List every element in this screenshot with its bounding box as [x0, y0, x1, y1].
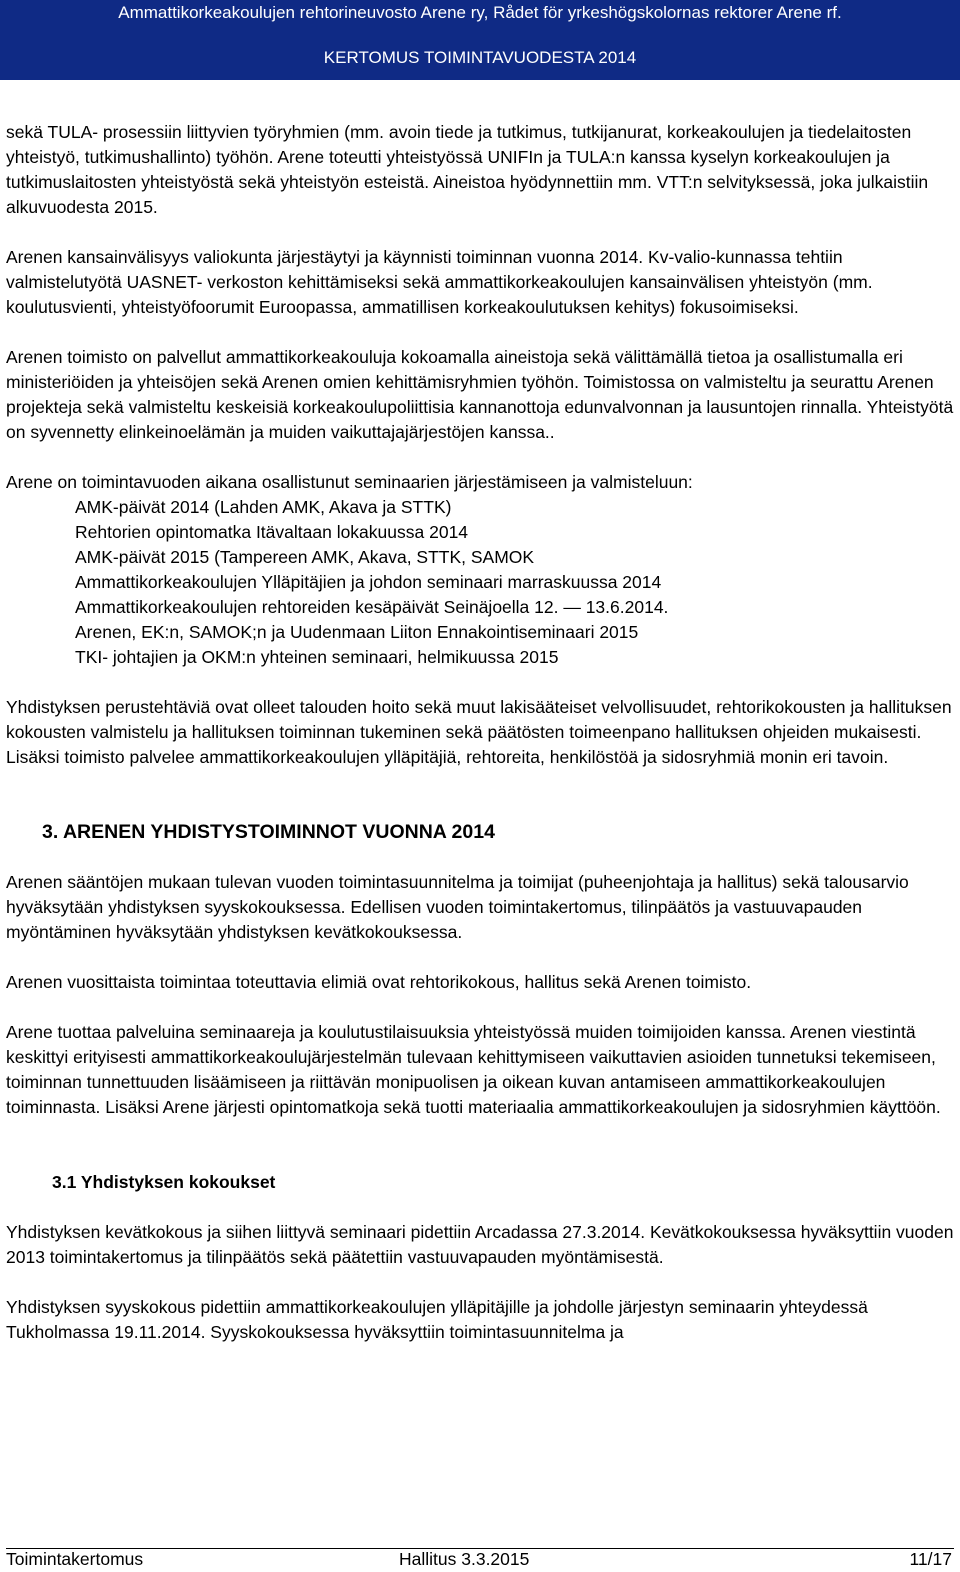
- paragraph-office: Arenen toimisto on palvellut ammattikorkeakouluja kokoamalla aineistoja sekä välittämällä tietoa ja osallistumalla eri ministeriöiden ja yhteisöjen sekä Arenen omien kehittämisryhmien työhön. Toimistossa on valmisteltu ja seurattu Arenen projekteja sekä valmisteltu keskeisiä korkeakoulupoliittisia kannanottoja edunvalvonnan ja lausuntojen rinnalla. Yhteistyötä on syvennetty elinkeinoelämän ja muiden vaikuttajajärjestöjen kanssa..: [6, 347, 954, 442]
- section-heading-3-1: 3.1 Yhdistyksen kokoukset: [52, 1172, 276, 1192]
- header-organization: Ammattikorkeakoulujen rehtorineuvosto Arene ry, Rådet för yrkeshögskolornas rektorer Arene rf.: [118, 3, 842, 22]
- page-header: [0, 0, 960, 80]
- list-item: Rehtorien opintomatka Itävaltaan lokakuussa 2014: [75, 522, 469, 542]
- paragraph-autumn-meeting: Yhdistyksen syyskokous pidettiin ammattikorkeakoulujen ylläpitäjille ja johdolle järjestyn seminaarin yhteydessä Tukholmassa 19.11.2014. Syyskokouksessa hyväksyttiin toimintasuunnitelma ja: [6, 1297, 868, 1342]
- header-report-title: KERTOMUS TOIMINTAVUODESTA 2014: [323, 48, 637, 67]
- paragraph-services: Arene tuottaa palveluina seminaareja ja koulutustilaisuuksia yhteistyössä muiden toimijoiden kanssa. Arenen viestintä keskittyi erityisesti ammattikorkeakoulujärjestelmän tulevaan kehittymiseen vaikuttavien asioiden tunnetuksi tekemiseen, toiminnan tunnettuuden lisäämiseen ja riittävän monipuolisen ja oikean kuvan antamiseen ammattikorkeakoulujen toiminnasta. Lisäksi Arene järjesti opintomatkoja sekä tuotti materiaalia ammattikorkeakoulujen ja sidosryhmien käyttöön.: [6, 1022, 941, 1117]
- footer-board-date: Hallitus 3.3.2015: [399, 1549, 530, 1569]
- seminar-list: [6, 495, 954, 670]
- paragraph-international: Arenen kansainvälisyys valiokunta järjestäytyi ja käynnisti toiminnan vuonna 2014. Kv-valio-kunnassa tehtiin valmistelutyötä UASNET- verkoston kehittämiseksi sekä ammattikorkeakoulujen kansainvälisen yhteistyön (mm. koulutusvienti, yhteistyöfoorumit Euroopassa, ammatillisen korkeakoulutuksen kehitys) fokusoimiseksi.: [6, 247, 873, 317]
- section-heading-3: 3. ARENEN YHDISTYSTOIMINNOT VUONNA 2014: [42, 821, 495, 843]
- paragraph-rules: Arenen sääntöjen mukaan tulevan vuoden toimintasuunnitelma ja toimijat (puheenjohtaja ja hallitus) sekä talousarvio hyväksytään yhdistyksen syyskokouksessa. Edellisen vuoden toimintakertomus, tilinpäätös ja vastuuvapauden myöntäminen hyväksytään yhdistyksen kevätkokouksessa.: [6, 872, 909, 942]
- paragraph-seminars-intro: Arene on toimintavuoden aikana osallistunut seminaarien järjestämiseen ja valmisteluun:: [6, 472, 693, 492]
- paragraph-bodies: Arenen vuosittaista toimintaa toteuttavia elimiä ovat rehtorikokous, hallitus sekä Arenen toimisto.: [6, 972, 752, 992]
- list-item: Ammattikorkeakoulujen rehtoreiden kesäpäivät Seinäjoella 12. — 13.6.2014.: [75, 597, 669, 617]
- paragraph-spring-meeting: Yhdistyksen kevätkokous ja siihen liittyvä seminaari pidettiin Arcadassa 27.3.2014. Kevätkokouksessa hyväksyttiin vuoden 2013 toimintakertomus ja tilinpäätös sekä päätettiin vastuuvapauden myöntämisestä.: [6, 1222, 954, 1267]
- list-item: Ammattikorkeakoulujen Ylläpitäjien ja johdon seminaari marraskuussa 2014: [75, 572, 662, 592]
- paragraph-basic-tasks: Yhdistyksen perustehtäviä ovat olleet talouden hoito sekä muut lakisääteiset velvollisuudet, rehtorikokousten ja hallituksen kokousten valmistelu ja hallituksen toiminnan tukeminen sekä päätösten toimeenpano hallituksen ohjeiden mukaisesti. Lisäksi toimisto palvelee ammattikorkeakoulujen ylläpitäjiä, rehtoreita, henkilöstöä ja sidosryhmiä monin eri tavoin.: [6, 697, 952, 767]
- list-item: TKI- johtajien ja OKM:n yhteinen seminaari, helmikuussa 2015: [75, 647, 559, 667]
- footer-page-number: 11/17: [909, 1549, 952, 1569]
- list-item: AMK-päivät 2015 (Tampereen AMK, Akava, STTK, SAMOK: [75, 547, 535, 567]
- footer-document-name: Toimintakertomus: [6, 1549, 144, 1569]
- page-footer: [6, 1548, 954, 1572]
- document-body: [6, 120, 954, 1370]
- paragraph-tula: sekä TULA- prosessiin liittyvien työryhmien (mm. avoin tiede ja tutkimus, tutkijanurat, korkeakoulujen ja tiedelaitosten yhteistyö, tutkimushallinto) työhön. Arene toteutti yhteistyössä UNIFIn ja TULA:n kanssa kyselyn korkeakoulujen ja tutkimuslaitosten yhteistyöstä sekä yhteistyön esteistä. Aineistoa hyödynnettiin mm. VTT:n selvityksessä, joka julkaistiin alkuvuodesta 2015.: [6, 122, 929, 217]
- list-item: AMK-päivät 2014 (Lahden AMK, Akava ja STTK): [75, 497, 452, 517]
- list-item: Arenen, EK:n, SAMOK;n ja Uudenmaan Liiton Ennakointiseminaari 2015: [75, 622, 639, 642]
